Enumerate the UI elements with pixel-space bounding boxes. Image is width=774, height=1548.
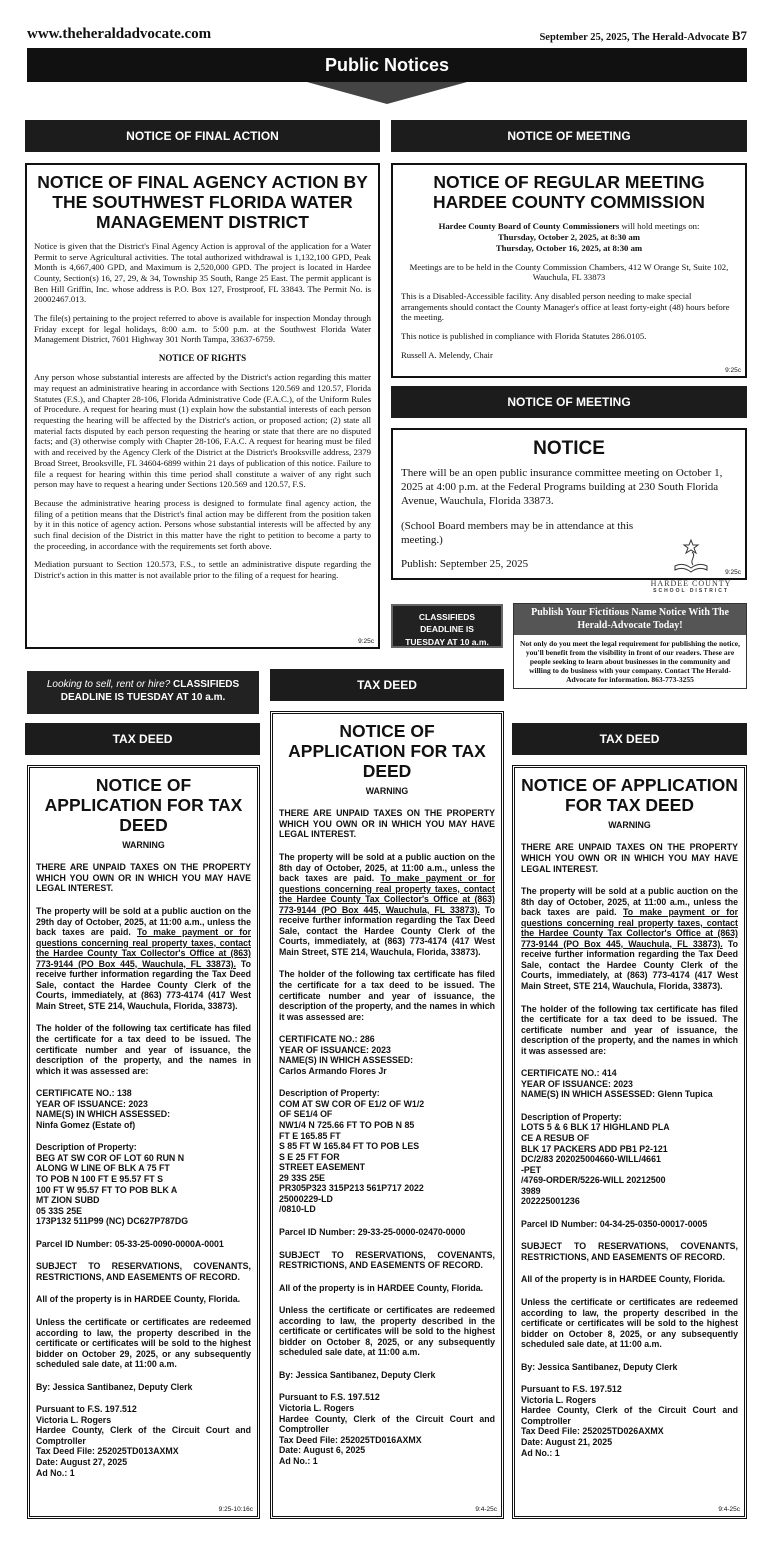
- warning-label: WARNING: [608, 819, 651, 830]
- notice-paragraph: Notice is given that the District's Final Agency Action is approval of the application for a Water Permit to serve Agricultural activities. The total authorized withdrawal is 1,132,100 GPD, Peak Month is 4,667,400 GPD, and Maximum is 2,520,000 GPD. The project is located in Hardee County, Section(s) 16, 27, 29, & 34, Township 35 South, Range 25 East. The permit applicant is Ben Hill Griffin, Inc. whose address is P.O. Box 127, Frostproof, FL 33843. The Permit No. is 20002467.013.: [34, 240, 371, 305]
- notice-title: NOTICE OF FINAL AGENCY ACTION BY THE SOUTHWEST FLORIDA WATER MANAGEMENT DISTRICT: [37, 172, 368, 232]
- property-description: Description of Property: LOTS 5 & 6 BLK 17 HIGHLAND PLA CE A RESUB OF BLK 17 PACKERS ADD PB1 P2-121 DC/2/83 202025004660-WILL/4661 -PET /4769-ORDER/5226-WILL 20212500 3989 202225001236: [521, 1111, 670, 1207]
- publication-code: 9:4-25c: [475, 1506, 497, 1514]
- statute-note: This notice is published in compliance with Florida Statutes 286.0105.: [401, 331, 647, 342]
- logo-name: HARDEE COUNTY: [650, 579, 732, 588]
- sale-paragraph: The property will be sold at a public auction on the 8th day of October, 2025, at 11:00 a.m., unless the back taxes are paid. To make payment or for questions concerning real property taxes, contact the Hardee County Tax Collector's Office at (863) 773-9144 (PO Box 445, Wauchula, FL 33873). To receive further information regarding the Tax Deed Sale, contact the Hardee County Clerk of the Courts, immediately, at (863) 773-4174 (417 West Main Street, STE 214, Wauchula, Florida, 33873).: [279, 852, 495, 957]
- logo-subtitle: SCHOOL DISTRICT: [653, 588, 729, 594]
- classifieds-deadline-banner[interactable]: Looking to sell, rent or hire? CLASSIFIEDS DEADLINE IS TUESDAY AT 10 a.m.: [27, 671, 259, 714]
- notice-paragraph: The holder of the following tax certificate has filed the certificate for a tax deed to be issued. The certificate number and year of issuance, the description of the property, and the names in which it was assessed are:: [279, 969, 495, 1022]
- parcel-id: Parcel ID Number: 04-34-25-0350-00017-0005: [521, 1218, 708, 1229]
- warning-label: WARNING: [122, 839, 165, 850]
- tax-deed-notice-138: [27, 765, 260, 1519]
- notice-paragraph: Unless the certificate or certificates are redeemed according to law, the property described in the certificate or certificates will be sold to the highest bidder on October 29, 2025, or any subsequently scheduled sale date, at 11:00 a.m.: [36, 1316, 251, 1370]
- notice-paragraph: All of the property is in HARDEE County, Florida.: [279, 1282, 484, 1293]
- promo-heading: Publish Your Fictitious Name Notice With The Herald-Advocate Today!: [514, 604, 746, 635]
- classifieds-deadline-ad[interactable]: CLASSIFIEDS DEADLINE IS TUESDAY AT 10 a.m.: [391, 604, 503, 648]
- notice-paragraph: Any person whose substantial interests are affected by the District's action regarding this matter may request an administrative hearing in accordance with Sections 120.569 and 120.57, Florida Statutes (F.S.), and Chapter 28-106, Florida Administrative Code (F.A.C.), of the Uniform Rules of Procedure. A request for hearing must (1) explain how the substantial interests of each person requesting the hearing will be affected by the District's action, or proposed action; (2) state all material facts disputed by each person requesting the hearing or state that there are no disputed facts; and (3) otherwise comply with Chapter 28-106, F.A.C. A request for hearing must be filed with and received by the Agency Clerk of the District at the District's Brooksville address, 2379 Broad Street, Brooksville, FL 34604-6899 within 21 days of publication of this notice. Failure to file a request for hearing within this time period shall constitute a waiver of any right such person may have to request a hearing under Sections 120.569 and 120.57, F.S.: [34, 372, 371, 490]
- notice-title: NOTICE OF APPLICATION FOR TAX DEED: [288, 721, 486, 781]
- deputy-clerk: By: Jessica Santibanez, Deputy Clerk: [279, 1369, 436, 1380]
- page-banner: Public Notices: [27, 48, 747, 82]
- notice-paragraph: All of the property is in HARDEE County, Florida.: [36, 1294, 241, 1305]
- notice-paragraph: SUBJECT TO RESERVATIONS, COVENANTS, RESTRICTIONS, AND EASEMENTS OF RECORD.: [36, 1261, 251, 1282]
- notice-paragraph: The holder of the following tax certificate has filed the certificate for a tax deed to be issued. The certificate number and year of issuance, the description of the property, and the names in which it was assessed are:: [36, 1023, 251, 1076]
- clerk-signature: Pursuant to F.S. 197.512 Victoria L. Rogers Hardee County, Clerk of the Circuit Court and Comptroller Tax Deed File: 252025TD013AXMX Date: August 27, 2025 Ad No.: 1: [36, 1404, 251, 1478]
- publication-code: 9:25-10:16c: [218, 1506, 253, 1514]
- promo-body: Not only do you meet the legal requirement for publishing the notice, you'll benefit from the visibility in front of our readers. These are people seeking to learn about businesses in the community and willing to do business with your company. Contact The Herald-Advocate for information. 863-773-3255: [520, 639, 740, 684]
- section-meeting: NOTICE OF MEETING: [391, 386, 747, 418]
- publication-code: 9:25c: [725, 569, 741, 576]
- promo-contact: Contact The Herald-Advocate for information. 863-773-3255: [566, 666, 731, 684]
- certificate-info: CERTIFICATE NO.: 414 YEAR OF ISSUANCE: 2023 NAME(S) IN WHICH ASSESSED: Glenn Tupica: [521, 1068, 713, 1100]
- section-tax-deed: TAX DEED: [512, 723, 747, 755]
- tax-deed-notice-414: [512, 765, 747, 1519]
- section-final-action: NOTICE OF FINAL ACTION: [25, 120, 380, 152]
- publication-code: 9:4-25c: [718, 1506, 740, 1514]
- page-header: [27, 24, 747, 44]
- notice-paragraph: SUBJECT TO RESERVATIONS, COVENANTS, RESTRICTIONS, AND EASEMENTS OF RECORD.: [279, 1249, 495, 1271]
- issue-date: September 25, 2025, The Herald-Advocate B7: [539, 28, 747, 43]
- meeting-date: Thursday, October 16, 2025, at 8:30 am: [495, 242, 643, 253]
- parcel-id: Parcel ID Number: 29-33-25-0000-02470-0000: [279, 1226, 466, 1237]
- meeting-lead: Hardee County Board of County Commissioners will hold meetings on: Thursday, October 2, 2025, at 8:30 am Thursday, October 16, 2025, at 8:30 am: [438, 220, 700, 253]
- notice-paragraph: Mediation pursuant to Section 120.573, F.S., to settle an administrative dispute regarding the District's action in this matter is not available prior to the filing of a request for hearing.: [34, 559, 371, 581]
- notice-paragraph: (School Board members may be in attendance at this meeting.): [401, 519, 634, 546]
- property-description: Description of Property: BEG AT SW COR OF LOT 60 RUN N ALONG W LINE OF BLK A 75 FT TO POB N 100 FT E 95.57 FT S 100 FT W 95.57 FT TO POB BLK A MT ZION SUBD 05 33S 25E 173P132 511P99 (NC) DC627P787DG: [36, 1142, 189, 1227]
- notice-paragraph: THERE ARE UNPAID TAXES ON THE PROPERTY WHICH YOU OWN OR IN WHICH YOU MAY HAVE LEGAL INTEREST.: [279, 808, 495, 840]
- signer: Russell A. Melendy, Chair: [401, 349, 493, 360]
- publication-code: 9:25c: [358, 638, 374, 645]
- property-description: Description of Property: COM AT SW COR OF E1/2 OF W1/2 OF SE1/4 OF NW1/4 N 725.66 FT TO POB N 85 FT E 165.85 FT S 85 FT W 165.84 FT TO POB LES S E 25 FT FOR STREET EASEMENT 29 33S 25E PR305P323 315P213 561P717 2022 25000229-LD /0810-LD: [279, 1088, 425, 1215]
- notice-paragraph: All of the property is in HARDEE County, Florida.: [521, 1274, 726, 1285]
- accessibility-note: This is a Disabled-Accessible facility. Any disabled person needing to make special arrangements should contact the County Manager's office at least forty-eight (48) hours before the meeting.: [401, 290, 730, 323]
- notice-paragraph: SUBJECT TO RESERVATIONS, COVENANTS, RESTRICTIONS, AND EASEMENTS OF RECORD.: [521, 1241, 738, 1262]
- notice-paragraph: Unless the certificate or certificates are redeemed according to law, the property described in the certificate or certificates will be sold to the highest bidder on October 8, 2025, or any subsequently scheduled sale date, at 11:00 a.m.: [279, 1305, 495, 1358]
- county-commission-meeting-notice: [391, 163, 747, 378]
- warning-label: WARNING: [365, 785, 409, 796]
- notice-paragraph: Unless the certificate or certificates are redeemed according to law, the property described in the certificate or certificates will be sold to the highest bidder on October 8, 2025, or any subsequently scheduled sale date, at 11:00 a.m.: [521, 1297, 738, 1350]
- notice-paragraph: There will be an open public insurance committee meeting on October 1, 2025 at 4:00 p.m. at the Federal Programs building at 230 South Florida Avenue, Wauchula, Florida 33873.: [401, 466, 723, 508]
- clerk-signature: Pursuant to F.S. 197.512 Victoria L. Rogers Hardee County, Clerk of the Circuit Court and Comptroller Tax Deed File: 252025TD026AXMX Date: August 21, 2025 Ad No.: 1: [521, 1384, 738, 1458]
- meeting-date: Thursday, October 2, 2025, at 8:30 am: [498, 231, 640, 242]
- parcel-id: Parcel ID Number: 05-33-25-0090-0000A-0001: [36, 1238, 224, 1249]
- certificate-info: CERTIFICATE NO.: 286 YEAR OF ISSUANCE: 2023 NAME(S) IN WHICH ASSESSED: Carlos Armando Flores Jr: [279, 1034, 414, 1076]
- sale-paragraph: The property will be sold at a public auction on the 8th day of October, 2025, at 11:00 a.m., unless the back taxes are paid. To make payment or for questions concerning real property taxes, contact the Hardee County Tax Collector's Office at (863) 773-9144 (PO Box 445, Wauchula, FL 33873). To receive further information regarding the Tax Deed Sale, contact the Hardee County Clerk of the Courts, immediately, at (863) 773-4174 (417 West Main Street, STE 214, Wauchula, Florida, 33873).: [521, 886, 738, 991]
- banner-arrow: [307, 82, 467, 104]
- section-tax-deed: TAX DEED: [25, 723, 260, 755]
- final-agency-action-notice: [25, 163, 380, 649]
- clerk-signature: Pursuant to F.S. 197.512 Victoria L. Rogers Hardee County, Clerk of the Circuit Court and Comptroller Tax Deed File: 252025TD016AXMX Date: August 6, 2025 Ad No.: 1: [279, 1392, 495, 1466]
- notice-title: NOTICE: [533, 438, 605, 459]
- fictitious-name-promo[interactable]: [513, 603, 747, 689]
- publish-date: Publish: September 25, 2025: [401, 558, 529, 571]
- school-insurance-meeting-notice: [391, 428, 747, 594]
- notice-paragraph: The holder of the following tax certificate has filed the certificate for a tax deed to be issued. The certificate number and year of issuance, the description of the property, and the names in which it was assessed are:: [521, 1003, 738, 1056]
- section-meeting: NOTICE OF MEETING: [391, 120, 747, 152]
- notice-title: NOTICE OF APPLICATION FOR TAX DEED: [44, 775, 243, 835]
- notice-paragraph: The file(s) pertaining to the project referred to above is available for inspection Monday through Friday except for legal holidays, 8:00 a.m. to 5:00 p.m. at the Southwest Florida Water Management District, 7601 Highway 301 North Tampa, 33637-6759.: [34, 313, 371, 345]
- book-star-icon: [671, 538, 711, 574]
- meeting-location: Meetings are to be held in the County Commission Chambers, 412 W Orange St, Suite 102, Wauchula, FL 33873: [409, 261, 729, 283]
- deputy-clerk: By: Jessica Santibanez, Deputy Clerk: [36, 1381, 193, 1392]
- publication-code: 9:25c: [725, 367, 741, 374]
- certificate-info: CERTIFICATE NO.: 138 YEAR OF ISSUANCE: 2023 NAME(S) IN WHICH ASSESSED: Ninfa Gomez (Estate of): [36, 1088, 171, 1130]
- notice-paragraph: THERE ARE UNPAID TAXES ON THE PROPERTY WHICH YOU OWN OR IN WHICH YOU MAY HAVE LEGAL INTEREST.: [521, 842, 738, 874]
- notice-paragraph: Because the administrative hearing process is designed to formulate final agency action, the filing of a petition means that the District's final action may be different from the position taken by it in this notice of agency action. Persons whose substantial interests will be affected by any such final decision of the District in this matter have the right to petition to become a party to the proceeding, in accordance with the requirements set forth above.: [34, 497, 371, 551]
- site-url[interactable]: www.theheraldadvocate.com: [27, 26, 212, 42]
- tax-deed-notice-286: [270, 711, 504, 1519]
- notice-paragraph: THERE ARE UNPAID TAXES ON THE PROPERTY WHICH YOU OWN OR IN WHICH YOU MAY HAVE LEGAL INTEREST.: [36, 862, 251, 894]
- section-tax-deed: TAX DEED: [270, 669, 504, 701]
- rights-heading: NOTICE OF RIGHTS: [158, 353, 247, 364]
- notice-title: NOTICE OF REGULAR MEETING HARDEE COUNTY COMMISSION: [433, 172, 705, 212]
- notice-title: NOTICE OF APPLICATION FOR TAX DEED: [521, 775, 738, 815]
- sale-paragraph: The property will be sold at a public auction on the 29th day of October, 2025, at 11:00 a.m., unless the back taxes are paid. To make payment or for questions concerning real property taxes, contact the Hardee County Tax Collector's Office at (863) 773-9144 (PO Box 445, Wauchula, FL 33873). To receive further information regarding the Tax Deed Sale, contact the Hardee County Clerk of the Courts, immediately, at (863) 773-4174 (417 West Main Street, STE 214, Wauchula, Florida, 33873).: [36, 906, 251, 1011]
- deputy-clerk: By: Jessica Santibanez, Deputy Clerk: [521, 1361, 678, 1372]
